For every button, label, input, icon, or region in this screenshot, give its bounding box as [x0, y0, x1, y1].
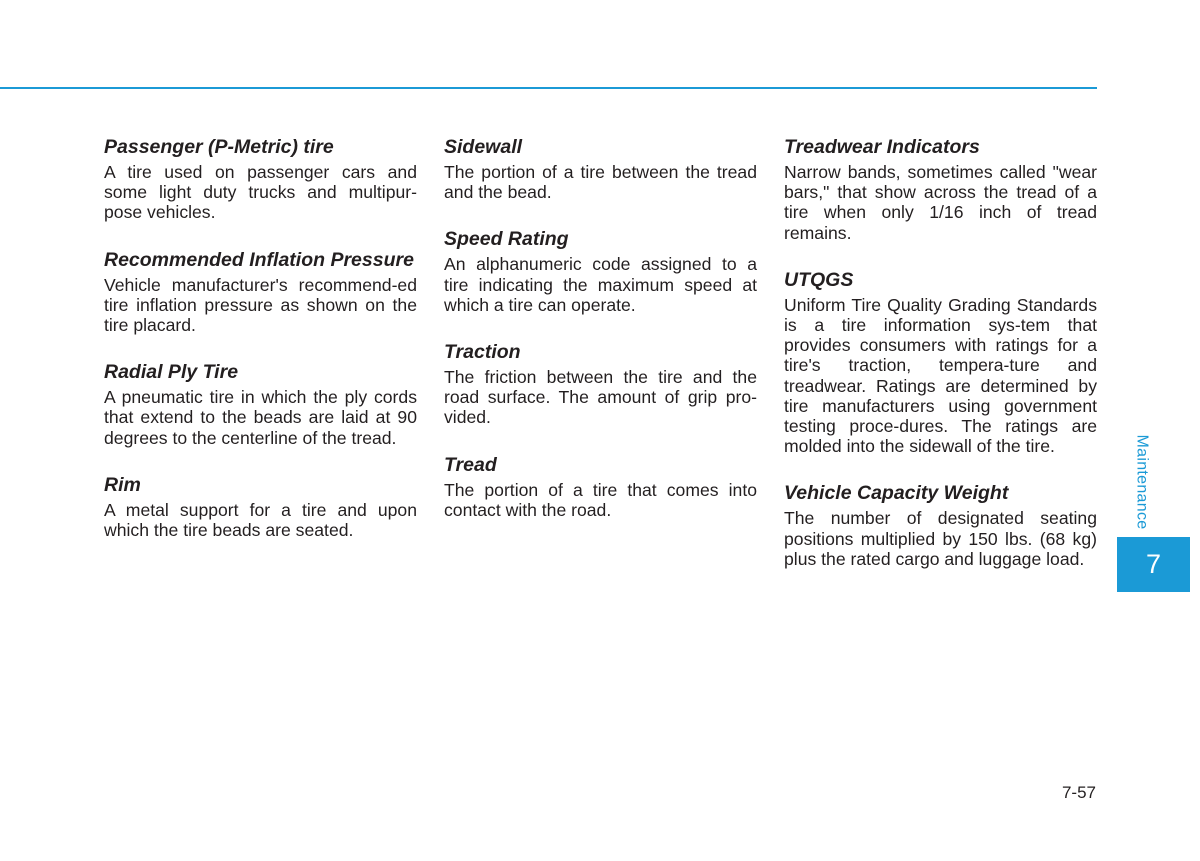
- glossary-entry: [444, 455, 757, 520]
- page-number: 7-57: [1061, 783, 1096, 802]
- entry-term: Treadwear Indicators: [784, 136, 980, 158]
- entry-term: Recommended Inflation Pressure: [104, 248, 414, 271]
- entry-definition: Uniform Tire Quality Grading Standards is a tire information sys-tem that provides consumers with ratings for a tire's traction, tempera-ture and treadwear. Ratings are determined by tire manufacturers using government testing proce-dures. The ratings are molded into the sidewall of the tire.: [784, 294, 1097, 457]
- entry-definition: A pneumatic tire in which the ply cords that extend to the beads are laid at 90 degrees to the centerline of the tread.: [104, 387, 417, 448]
- entry-term: UTQGS: [784, 268, 854, 291]
- header-rule: [0, 87, 1097, 89]
- glossary-entry: [444, 342, 757, 428]
- column-2: [444, 137, 757, 547]
- entry-definition: Vehicle manufacturer's recommend-ed tire inflation pressure as shown on the tire placard.: [104, 274, 417, 336]
- glossary-entry: [784, 270, 1097, 457]
- entry-term: Radial Ply Tire: [104, 361, 239, 384]
- entry-term: Vehicle Capacity Weight: [784, 482, 1009, 505]
- chapter-number-tab: 7: [1117, 537, 1190, 592]
- entry-definition: The number of designated seating positions multiplied by 150 lbs. (68 kg) plus the rated cargo and luggage load.: [784, 508, 1097, 569]
- column-3: [784, 137, 1097, 596]
- glossary-entry: [104, 475, 417, 540]
- entry-term: Traction: [444, 341, 521, 364]
- glossary-entry: [104, 362, 417, 448]
- entry-definition: The portion of a tire between the tread and the bead.: [444, 162, 757, 203]
- entry-definition: The portion of a tire that comes into contact with the road.: [444, 479, 757, 520]
- glossary-entry: [784, 137, 1097, 243]
- entry-term: Sidewall: [444, 136, 523, 158]
- glossary-entry: [444, 137, 757, 202]
- entry-definition: An alphanumeric code assigned to a tire indicating the maximum speed at which a tire can operate.: [444, 254, 757, 315]
- entry-term: Tread: [444, 453, 497, 476]
- glossary-entry: [104, 137, 417, 223]
- entry-term: Rim: [104, 473, 141, 496]
- glossary-entry: [104, 250, 417, 336]
- entry-definition: A metal support for a tire and upon which the tire beads are seated.: [104, 499, 417, 541]
- section-tab-label: [1131, 432, 1151, 532]
- entry-definition: Narrow bands, sometimes called "wear bars," that show across the tread of a tire when only 1/16 inch of tread remains.: [784, 162, 1097, 243]
- entry-term: Speed Rating: [444, 228, 569, 251]
- entry-definition: The friction between the tire and the road surface. The amount of grip pro-vided.: [444, 367, 757, 428]
- entry-definition: A tire used on passenger cars and some light duty trucks and multipur-pose vehicles.: [104, 162, 417, 223]
- glossary-entry: [444, 229, 757, 315]
- glossary-entry: [784, 483, 1097, 569]
- entry-term: Passenger (P-Metric) tire: [104, 136, 334, 158]
- column-1: [104, 137, 417, 567]
- section-name: Maintenance: [1133, 434, 1151, 530]
